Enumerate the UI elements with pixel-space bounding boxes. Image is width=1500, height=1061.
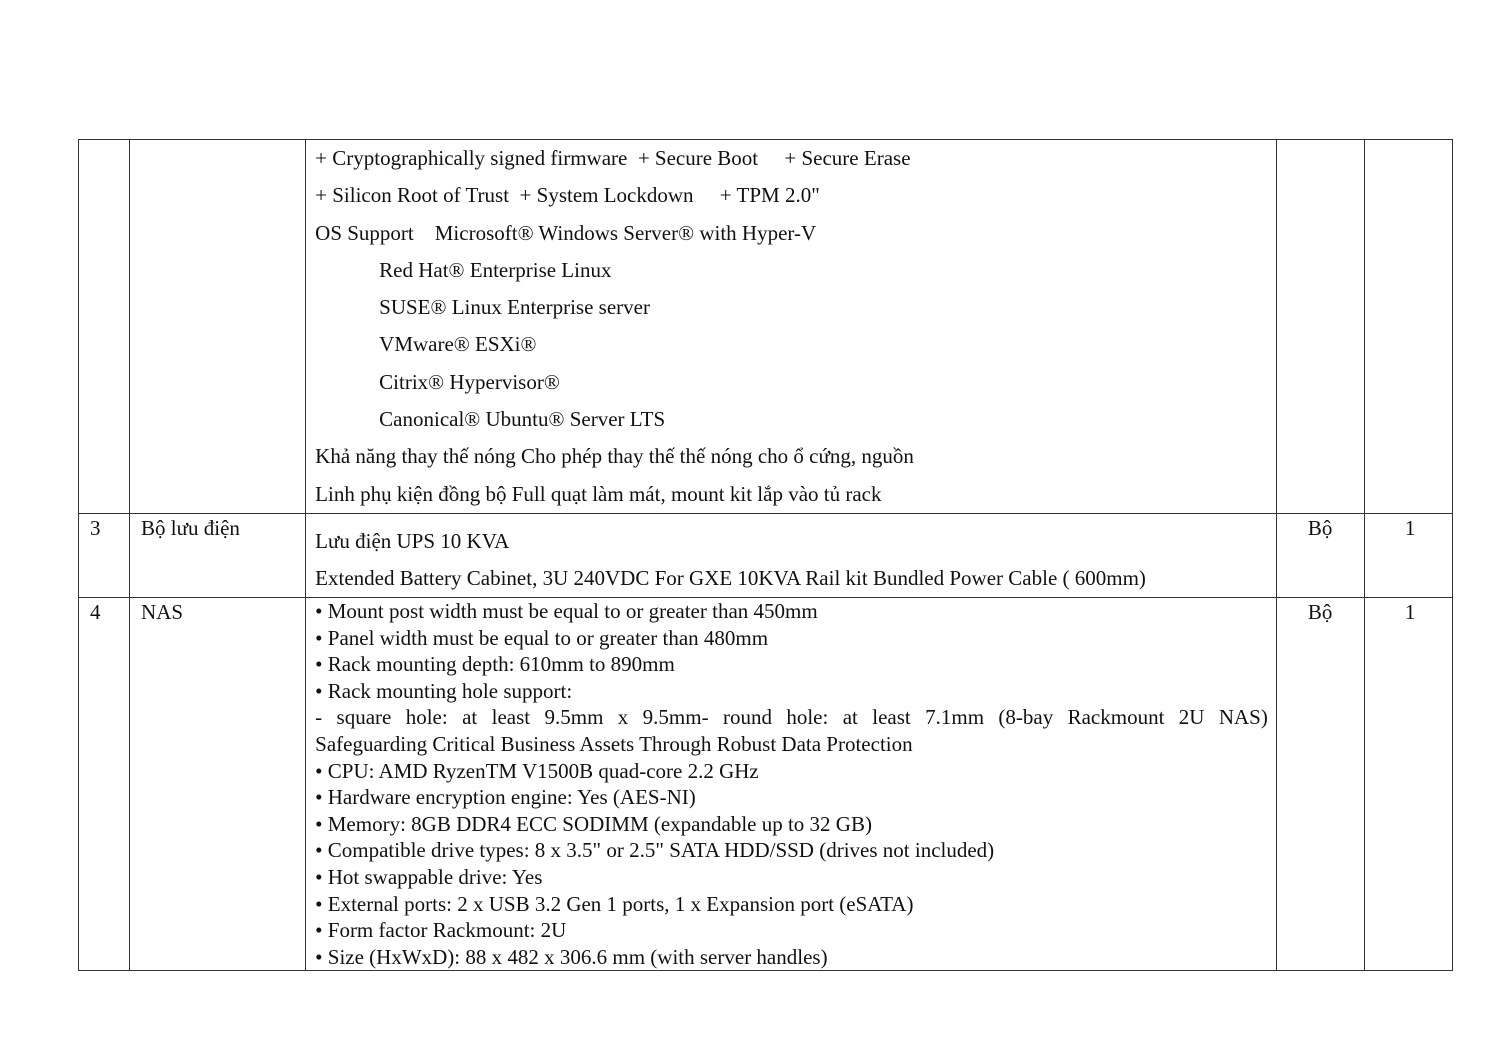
item-qty: 1 bbox=[1404, 600, 1416, 624]
spec-line: • Hardware encryption engine: Yes (AES-NI) bbox=[315, 785, 696, 810]
os-item: Canonical® Ubuntu® Server LTS bbox=[379, 407, 666, 432]
spec-line: + Silicon Root of Trust + System Lockdown + TPM 2.0" bbox=[315, 183, 820, 208]
cell-name bbox=[130, 140, 306, 514]
spec-line: • Compatible drive types: 8 x 3.5" or 2.5" SATA HDD/SSD (drives not included) bbox=[315, 838, 995, 863]
spec-line: OS Support Microsoft® Windows Server® with Hyper-V bbox=[315, 220, 817, 245]
spec-line: • Panel width must be equal to or greater than 480mm bbox=[315, 625, 769, 650]
cell-no bbox=[79, 514, 130, 598]
cell-qty bbox=[1364, 598, 1452, 971]
os-item: Red Hat® Enterprise Linux bbox=[379, 257, 612, 282]
cell-spec bbox=[306, 598, 1277, 971]
spec-line: Safeguarding Critical Business Assets Through Robust Data Protection bbox=[315, 731, 913, 756]
spec-line: • Rack mounting hole support: bbox=[315, 678, 573, 703]
item-name: NAS bbox=[141, 600, 184, 624]
cell-unit bbox=[1276, 140, 1364, 514]
spec-line: + Cryptographically signed firmware + Secure Boot + Secure Erase bbox=[315, 146, 911, 170]
spec-line: • Size (HxWxD): 88 x 482 x 306.6 mm (with server handles) bbox=[315, 944, 828, 969]
spec-line: • CPU: AMD RyzenTM V1500B quad-core 2.2 GHz bbox=[315, 758, 759, 783]
cell-qty bbox=[1364, 514, 1452, 598]
cell-no bbox=[79, 140, 130, 514]
cell-qty bbox=[1364, 140, 1452, 514]
spec-line: • External ports: 2 x USB 3.2 Gen 1 ports, 1 x Expansion port (eSATA) bbox=[315, 891, 914, 916]
item-unit: Bộ bbox=[1307, 516, 1333, 540]
os-item: Citrix® Hypervisor® bbox=[379, 369, 560, 394]
cell-name bbox=[130, 598, 306, 971]
spec-line: Extended Battery Cabinet, 3U 240VDC For GXE 10KVA Rail kit Bundled Power Cable ( 600mm) bbox=[315, 566, 1146, 590]
spec-line: • Hot swappable drive: Yes bbox=[315, 864, 543, 889]
spec-line: Lưu điện UPS 10 KVA bbox=[315, 529, 510, 553]
spec-line: • Memory: 8GB DDR4 ECC SODIMM (expandable up to 32 GB) bbox=[315, 811, 872, 836]
os-item: VMware® ESXi® bbox=[379, 332, 537, 357]
cell-unit bbox=[1276, 514, 1364, 598]
row-number: 3 bbox=[90, 516, 101, 540]
equipment-spec-table bbox=[78, 139, 1453, 971]
cell-spec bbox=[306, 514, 1277, 598]
cell-name bbox=[130, 514, 306, 598]
spec-line: • Mount post width must be equal to or greater than 450mm bbox=[315, 599, 818, 623]
cell-spec bbox=[306, 140, 1277, 514]
row-number: 4 bbox=[90, 600, 101, 624]
item-qty: 1 bbox=[1404, 516, 1416, 540]
item-name: Bộ lưu điện bbox=[141, 516, 240, 540]
spec-line: Khả năng thay thế nóng Cho phép thay thế thế nóng cho ổ cứng, nguồn bbox=[315, 444, 914, 469]
table-row-ups bbox=[79, 514, 1453, 598]
spec-line: - square hole: at least 9.5mm x 9.5mm- round hole: at least 7.1mm (8-bay Rackmount 2U NAS) bbox=[315, 705, 1268, 730]
table-row-nas bbox=[79, 598, 1453, 971]
item-unit: Bộ bbox=[1307, 600, 1333, 624]
os-item: SUSE® Linux Enterprise server bbox=[379, 295, 650, 320]
spec-line: • Form factor Rackmount: 2U bbox=[315, 918, 567, 943]
cell-unit bbox=[1276, 598, 1364, 971]
spec-line: • Rack mounting depth: 610mm to 890mm bbox=[315, 652, 675, 677]
table-row-server-continued bbox=[79, 140, 1453, 514]
spec-line: Linh phụ kiện đồng bộ Full quạt làm mát, mount kit lắp vào tủ rack bbox=[315, 481, 882, 506]
cell-no bbox=[79, 598, 130, 971]
